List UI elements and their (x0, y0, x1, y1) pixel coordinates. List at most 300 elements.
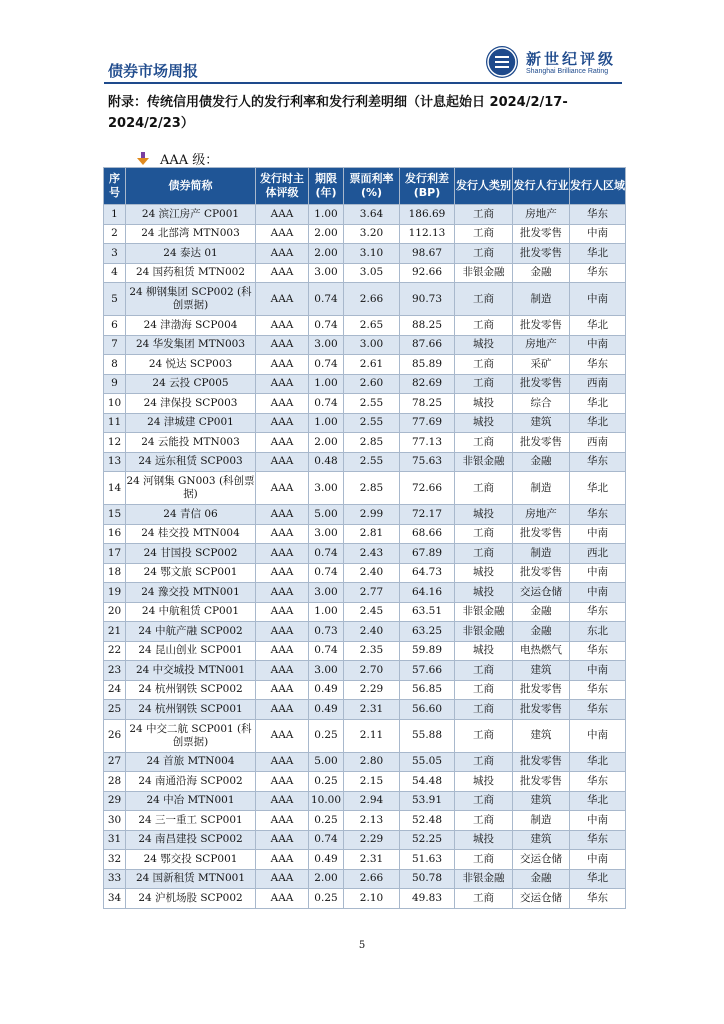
cell-term: 5.00 (309, 505, 344, 525)
cell-region: 华北 (570, 413, 626, 433)
cell-spread: 51.63 (400, 850, 455, 870)
col-header-issuer-type: 发行人类别 (455, 168, 513, 205)
cell-coupon: 2.99 (344, 505, 400, 525)
cell-industry: 批发零售 (513, 374, 570, 394)
cell-industry: 制造 (513, 544, 570, 564)
cell-rating: AAA (256, 563, 309, 583)
cell-region: 华东 (570, 772, 626, 792)
cell-bond-name: 24 沪机场股 SCP002 (126, 889, 256, 909)
cell-rating: AAA (256, 544, 309, 564)
cell-spread: 68.66 (400, 524, 455, 544)
cell-industry: 批发零售 (513, 772, 570, 792)
cell-industry: 建筑 (513, 661, 570, 681)
cell-seq: 28 (104, 772, 126, 792)
cell-region: 华北 (570, 752, 626, 772)
cell-spread: 82.69 (400, 374, 455, 394)
cell-rating: AAA (256, 772, 309, 792)
cell-region: 中南 (570, 811, 626, 831)
cell-industry: 制造 (513, 811, 570, 831)
cell-rating: AAA (256, 661, 309, 681)
cell-bond-name: 24 柳钢集团 SCP002 (科创票据) (126, 283, 256, 316)
cell-rating: AAA (256, 752, 309, 772)
table-row (104, 850, 626, 870)
cell-seq: 6 (104, 316, 126, 336)
cell-seq: 15 (104, 505, 126, 525)
cell-seq: 32 (104, 850, 126, 870)
cell-spread: 88.25 (400, 316, 455, 336)
cell-region: 中南 (570, 850, 626, 870)
cell-spread: 92.66 (400, 263, 455, 283)
cell-seq: 30 (104, 811, 126, 831)
cell-coupon: 2.43 (344, 544, 400, 564)
col-header-industry: 发行人行业 (513, 168, 570, 205)
cell-term: 3.00 (309, 263, 344, 283)
cell-coupon: 2.61 (344, 355, 400, 375)
table-row (104, 374, 626, 394)
cell-bond-name: 24 杭州钢铁 SCP001 (126, 700, 256, 720)
cell-spread: 52.48 (400, 811, 455, 831)
cell-coupon: 3.64 (344, 205, 400, 225)
table-row (104, 316, 626, 336)
col-header-rating: 发行时主体评级 (256, 168, 309, 205)
cell-coupon: 2.31 (344, 850, 400, 870)
cell-term: 0.25 (309, 719, 344, 752)
cell-term: 0.25 (309, 811, 344, 831)
cell-seq: 24 (104, 680, 126, 700)
cell-rating: AAA (256, 719, 309, 752)
cell-rating: AAA (256, 263, 309, 283)
cell-industry: 房地产 (513, 335, 570, 355)
cell-spread: 55.05 (400, 752, 455, 772)
cell-seq: 2 (104, 224, 126, 244)
cell-bond-name: 24 中交二航 SCP001 (科创票据) (126, 719, 256, 752)
cell-region: 中南 (570, 661, 626, 681)
cell-region: 华北 (570, 869, 626, 889)
cell-industry: 批发零售 (513, 224, 570, 244)
cell-term: 3.00 (309, 524, 344, 544)
cell-coupon: 2.45 (344, 602, 400, 622)
report-title: 债券市场周报 (108, 62, 199, 80)
cell-industry: 交运仓储 (513, 850, 570, 870)
cell-industry: 金融 (513, 452, 570, 472)
cell-coupon: 3.20 (344, 224, 400, 244)
cell-coupon: 3.10 (344, 244, 400, 264)
header-divider (104, 82, 622, 84)
cell-industry: 建筑 (513, 719, 570, 752)
cell-rating: AAA (256, 224, 309, 244)
table-row (104, 583, 626, 603)
cell-bond-name: 24 中航租赁 CP001 (126, 602, 256, 622)
cell-region: 中南 (570, 563, 626, 583)
cell-region: 华北 (570, 791, 626, 811)
cell-bond-name: 24 国新租赁 MTN001 (126, 869, 256, 889)
cell-industry: 建筑 (513, 791, 570, 811)
cell-spread: 64.16 (400, 583, 455, 603)
cell-spread: 56.60 (400, 700, 455, 720)
cell-rating: AAA (256, 524, 309, 544)
cell-issuer-type: 城投 (455, 335, 513, 355)
table-row (104, 355, 626, 375)
cell-coupon: 2.13 (344, 811, 400, 831)
cell-term: 1.00 (309, 374, 344, 394)
cell-region: 华东 (570, 889, 626, 909)
page-number: 5 (358, 940, 366, 951)
cell-term: 2.00 (309, 224, 344, 244)
cell-issuer-type: 工商 (455, 791, 513, 811)
bond-issuance-table (103, 167, 626, 909)
cell-coupon: 2.10 (344, 889, 400, 909)
cell-coupon: 2.35 (344, 641, 400, 661)
cell-term: 0.74 (309, 563, 344, 583)
table-row (104, 811, 626, 831)
cell-issuer-type: 城投 (455, 641, 513, 661)
brand-name-cn: 新世纪评级 (526, 50, 617, 68)
cell-industry: 批发零售 (513, 244, 570, 264)
cell-spread: 78.25 (400, 394, 455, 414)
cell-bond-name: 24 杭州钢铁 SCP002 (126, 680, 256, 700)
cell-coupon: 2.29 (344, 830, 400, 850)
table-row (104, 641, 626, 661)
table-row (104, 563, 626, 583)
cell-issuer-type: 工商 (455, 850, 513, 870)
cell-issuer-type: 工商 (455, 205, 513, 225)
cell-seq: 11 (104, 413, 126, 433)
cell-spread: 59.89 (400, 641, 455, 661)
cell-industry: 批发零售 (513, 563, 570, 583)
cell-bond-name: 24 滨江房产 CP001 (126, 205, 256, 225)
cell-industry: 批发零售 (513, 524, 570, 544)
cell-bond-name: 24 华发集团 MTN003 (126, 335, 256, 355)
cell-term: 0.73 (309, 622, 344, 642)
cell-spread: 75.63 (400, 452, 455, 472)
col-header-term: 期限(年) (309, 168, 344, 205)
cell-coupon: 2.11 (344, 719, 400, 752)
cell-industry: 制造 (513, 472, 570, 505)
cell-issuer-type: 工商 (455, 719, 513, 752)
cell-bond-name: 24 南昌建投 SCP002 (126, 830, 256, 850)
cell-seq: 7 (104, 335, 126, 355)
col-header-seq: 序号 (104, 168, 126, 205)
cell-spread: 98.67 (400, 244, 455, 264)
cell-coupon: 2.70 (344, 661, 400, 681)
cell-coupon: 2.31 (344, 700, 400, 720)
cell-bond-name: 24 青信 06 (126, 505, 256, 525)
cell-bond-name: 24 悦达 SCP003 (126, 355, 256, 375)
cell-spread: 77.69 (400, 413, 455, 433)
cell-bond-name: 24 泰达 01 (126, 244, 256, 264)
cell-region: 华东 (570, 602, 626, 622)
cell-issuer-type: 工商 (455, 680, 513, 700)
cell-seq: 23 (104, 661, 126, 681)
cell-industry: 批发零售 (513, 680, 570, 700)
cell-term: 0.49 (309, 700, 344, 720)
cell-industry: 批发零售 (513, 316, 570, 336)
cell-bond-name: 24 中交城投 MTN001 (126, 661, 256, 681)
cell-issuer-type: 工商 (455, 283, 513, 316)
cell-issuer-type: 工商 (455, 433, 513, 453)
table-row (104, 413, 626, 433)
cell-spread: 112.13 (400, 224, 455, 244)
cell-spread: 54.48 (400, 772, 455, 792)
cell-spread: 49.83 (400, 889, 455, 909)
cell-region: 华东 (570, 830, 626, 850)
cell-issuer-type: 非银金融 (455, 622, 513, 642)
cell-rating: AAA (256, 452, 309, 472)
cell-industry: 电热燃气 (513, 641, 570, 661)
cell-issuer-type: 工商 (455, 889, 513, 909)
cell-coupon: 2.80 (344, 752, 400, 772)
cell-term: 0.49 (309, 680, 344, 700)
cell-rating: AAA (256, 335, 309, 355)
cell-term: 0.74 (309, 394, 344, 414)
cell-coupon: 2.55 (344, 452, 400, 472)
cell-region: 华东 (570, 263, 626, 283)
cell-coupon: 2.55 (344, 394, 400, 414)
cell-issuer-type: 非银金融 (455, 869, 513, 889)
table-row (104, 205, 626, 225)
cell-bond-name: 24 云能投 MTN003 (126, 433, 256, 453)
cell-seq: 5 (104, 283, 126, 316)
table-row (104, 283, 626, 316)
cell-bond-name: 24 中航产融 SCP002 (126, 622, 256, 642)
cell-industry: 批发零售 (513, 752, 570, 772)
cell-spread: 57.66 (400, 661, 455, 681)
cell-region: 华北 (570, 316, 626, 336)
cell-region: 华东 (570, 505, 626, 525)
cell-rating: AAA (256, 869, 309, 889)
cell-coupon: 2.15 (344, 772, 400, 792)
cell-rating: AAA (256, 413, 309, 433)
cell-spread: 90.73 (400, 283, 455, 316)
cell-issuer-type: 工商 (455, 811, 513, 831)
cell-industry: 建筑 (513, 830, 570, 850)
cell-region: 西南 (570, 433, 626, 453)
cell-rating: AAA (256, 680, 309, 700)
cell-bond-name: 24 国药租赁 MTN002 (126, 263, 256, 283)
table-row (104, 700, 626, 720)
cell-term: 2.00 (309, 869, 344, 889)
cell-seq: 33 (104, 869, 126, 889)
cell-seq: 10 (104, 394, 126, 414)
table-row (104, 505, 626, 525)
cell-spread: 77.13 (400, 433, 455, 453)
cell-bond-name: 24 津保投 SCP003 (126, 394, 256, 414)
cell-region: 华北 (570, 472, 626, 505)
cell-issuer-type: 非银金融 (455, 263, 513, 283)
cell-seq: 29 (104, 791, 126, 811)
cell-bond-name: 24 津城建 CP001 (126, 413, 256, 433)
cell-industry: 金融 (513, 622, 570, 642)
cell-issuer-type: 工商 (455, 472, 513, 505)
cell-spread: 87.66 (400, 335, 455, 355)
table-row (104, 889, 626, 909)
cell-spread: 186.69 (400, 205, 455, 225)
col-header-region: 发行人区域 (570, 168, 626, 205)
cell-term: 0.74 (309, 544, 344, 564)
cell-issuer-type: 非银金融 (455, 452, 513, 472)
cell-seq: 13 (104, 452, 126, 472)
cell-rating: AAA (256, 583, 309, 603)
cell-bond-name: 24 远东租赁 SCP003 (126, 452, 256, 472)
grade-label: AAA 级： (160, 153, 219, 168)
table-row (104, 830, 626, 850)
cell-issuer-type: 工商 (455, 544, 513, 564)
table-row (104, 661, 626, 681)
cell-issuer-type: 城投 (455, 563, 513, 583)
cell-bond-name: 24 中冶 MTN001 (126, 791, 256, 811)
cell-coupon: 2.55 (344, 413, 400, 433)
cell-rating: AAA (256, 283, 309, 316)
brand-name-en: Shanghai Brilliance Rating (526, 68, 609, 75)
cell-industry: 综合 (513, 394, 570, 414)
cell-issuer-type: 工商 (455, 224, 513, 244)
table-row (104, 524, 626, 544)
cell-issuer-type: 工商 (455, 524, 513, 544)
cell-seq: 18 (104, 563, 126, 583)
cell-seq: 21 (104, 622, 126, 642)
table-row (104, 791, 626, 811)
cell-bond-name: 24 首旅 MTN004 (126, 752, 256, 772)
cell-term: 5.00 (309, 752, 344, 772)
cell-coupon: 2.85 (344, 433, 400, 453)
cell-issuer-type: 城投 (455, 830, 513, 850)
table-row (104, 263, 626, 283)
cell-issuer-type: 工商 (455, 700, 513, 720)
cell-seq: 3 (104, 244, 126, 264)
brand-logo (486, 46, 622, 80)
cell-bond-name: 24 津渤海 SCP004 (126, 316, 256, 336)
table-row (104, 394, 626, 414)
cell-bond-name: 24 南通沿海 SCP002 (126, 772, 256, 792)
cell-region: 华北 (570, 394, 626, 414)
cell-term: 2.00 (309, 244, 344, 264)
cell-seq: 17 (104, 544, 126, 564)
cell-region: 华东 (570, 641, 626, 661)
cell-industry: 制造 (513, 283, 570, 316)
cell-industry: 房地产 (513, 505, 570, 525)
table-row (104, 622, 626, 642)
cell-region: 西南 (570, 374, 626, 394)
cell-bond-name: 24 桂交投 MTN004 (126, 524, 256, 544)
cell-term: 1.00 (309, 602, 344, 622)
cell-seq: 25 (104, 700, 126, 720)
cell-issuer-type: 工商 (455, 752, 513, 772)
cell-term: 0.49 (309, 850, 344, 870)
table-row (104, 472, 626, 505)
cell-spread: 64.73 (400, 563, 455, 583)
cell-issuer-type: 工商 (455, 374, 513, 394)
cell-term: 0.74 (309, 641, 344, 661)
table-row (104, 680, 626, 700)
cell-bond-name: 24 鄂文旅 SCP001 (126, 563, 256, 583)
cell-spread: 50.78 (400, 869, 455, 889)
cell-spread: 63.25 (400, 622, 455, 642)
cell-industry: 金融 (513, 263, 570, 283)
cell-rating: AAA (256, 505, 309, 525)
cell-rating: AAA (256, 622, 309, 642)
cell-rating: AAA (256, 472, 309, 505)
cell-term: 1.00 (309, 413, 344, 433)
cell-rating: AAA (256, 791, 309, 811)
cell-region: 东北 (570, 622, 626, 642)
grade-section-label (136, 149, 218, 168)
cell-term: 3.00 (309, 661, 344, 681)
cell-region: 中南 (570, 335, 626, 355)
table-row (104, 544, 626, 564)
cell-term: 1.00 (309, 205, 344, 225)
cell-issuer-type: 城投 (455, 772, 513, 792)
cell-rating: AAA (256, 205, 309, 225)
cell-rating: AAA (256, 850, 309, 870)
cell-issuer-type: 工商 (455, 244, 513, 264)
cell-rating: AAA (256, 889, 309, 909)
cell-issuer-type: 城投 (455, 583, 513, 603)
cell-industry: 金融 (513, 602, 570, 622)
cell-bond-name: 24 北部湾 MTN003 (126, 224, 256, 244)
cell-rating: AAA (256, 394, 309, 414)
cell-region: 中南 (570, 719, 626, 752)
col-header-spread: 发行利差(BP) (400, 168, 455, 205)
cell-term: 10.00 (309, 791, 344, 811)
cell-spread: 52.25 (400, 830, 455, 850)
cell-seq: 27 (104, 752, 126, 772)
cell-bond-name: 24 甘国投 SCP002 (126, 544, 256, 564)
cell-seq: 4 (104, 263, 126, 283)
cell-issuer-type: 城投 (455, 394, 513, 414)
cell-industry: 房地产 (513, 205, 570, 225)
cell-rating: AAA (256, 602, 309, 622)
cell-coupon: 2.66 (344, 283, 400, 316)
table-row (104, 752, 626, 772)
cell-issuer-type: 非银金融 (455, 602, 513, 622)
cell-issuer-type: 城投 (455, 413, 513, 433)
cell-term: 0.74 (309, 830, 344, 850)
cell-coupon: 2.85 (344, 472, 400, 505)
cell-spread: 56.85 (400, 680, 455, 700)
cell-seq: 20 (104, 602, 126, 622)
cell-rating: AAA (256, 244, 309, 264)
cell-seq: 1 (104, 205, 126, 225)
cell-coupon: 2.81 (344, 524, 400, 544)
table-row (104, 719, 626, 752)
cell-bond-name: 24 昆山创业 SCP001 (126, 641, 256, 661)
cell-industry: 金融 (513, 869, 570, 889)
cell-issuer-type: 城投 (455, 505, 513, 525)
cell-region: 华东 (570, 205, 626, 225)
cell-region: 华东 (570, 355, 626, 375)
cell-issuer-type: 工商 (455, 316, 513, 336)
cell-coupon: 2.77 (344, 583, 400, 603)
cell-region: 华东 (570, 680, 626, 700)
arrow-down-bullet-icon (136, 152, 150, 166)
cell-bond-name: 24 云投 CP005 (126, 374, 256, 394)
cell-region: 中南 (570, 283, 626, 316)
cell-seq: 19 (104, 583, 126, 603)
table-header-row (104, 168, 626, 205)
cell-seq: 12 (104, 433, 126, 453)
col-header-bond-name: 债券简称 (126, 168, 256, 205)
cell-coupon: 3.05 (344, 263, 400, 283)
cell-coupon: 2.66 (344, 869, 400, 889)
cell-coupon: 2.40 (344, 622, 400, 642)
cell-issuer-type: 工商 (455, 355, 513, 375)
table-row (104, 602, 626, 622)
table-row (104, 433, 626, 453)
cell-term: 3.00 (309, 472, 344, 505)
cell-region: 中南 (570, 524, 626, 544)
cell-seq: 8 (104, 355, 126, 375)
cell-industry: 建筑 (513, 413, 570, 433)
